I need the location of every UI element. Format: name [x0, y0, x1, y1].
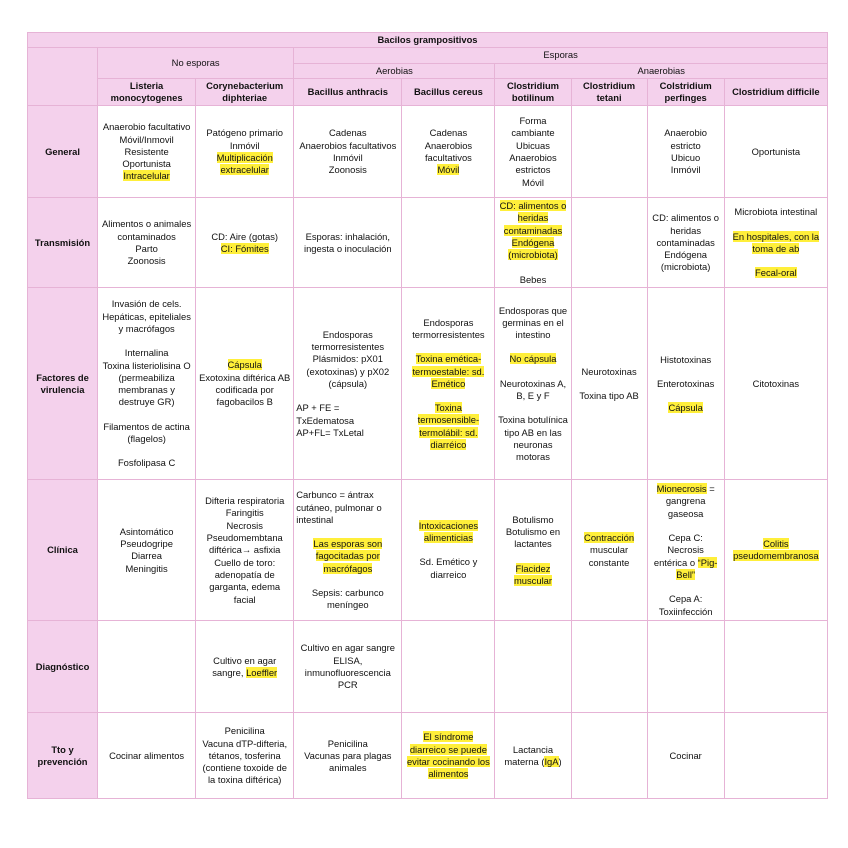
highlighted-text: Intoxicaciones alimenticias — [418, 519, 479, 544]
cell-line — [198, 243, 291, 255]
cell-line: Toxina botulínica tipo AB en las neuronas motoras — [498, 414, 568, 463]
cell-line: Anaerobio facultativo — [102, 121, 191, 133]
table-cell — [196, 198, 294, 288]
cell-line — [296, 538, 399, 575]
cell-line: Mionecrosis = gangrena gaseosa — [656, 483, 715, 519]
table-row — [28, 288, 828, 480]
group-no-esporas: No esporas — [98, 48, 294, 79]
table-cell — [98, 198, 196, 288]
table-cell — [294, 621, 402, 713]
bacilli-table — [27, 32, 828, 799]
table-cell — [402, 713, 495, 799]
highlighted-text: No cápsula — [509, 353, 557, 365]
row-header: Clínica — [28, 480, 98, 621]
cell-line — [727, 231, 825, 256]
cell-line: Diarrea — [131, 550, 162, 562]
highlighted-text: Fecal-oral — [755, 267, 797, 279]
cell-line: Penicilina — [224, 725, 265, 737]
cell-line: Anaerobios facultativos — [424, 139, 473, 163]
table-cell — [495, 713, 571, 799]
table-cell — [495, 106, 571, 198]
cell-line: Faringitis — [225, 507, 264, 519]
table-cell — [571, 480, 647, 621]
table-cell — [196, 288, 294, 480]
cell-line: Anaerobios estrictos — [509, 151, 557, 176]
cell-line — [404, 402, 492, 451]
cell-line — [404, 164, 492, 176]
cell-line: Sepsis: carbunco meníngeo — [311, 587, 384, 611]
cell-line: Vacunas para plagas animales — [304, 749, 392, 774]
table-cell — [98, 713, 196, 799]
highlighted-text: En hospitales, con la toma de ab — [732, 230, 820, 254]
cell-line — [404, 731, 492, 780]
cell-line: Zoonosis — [127, 255, 166, 267]
group-aerobias: Aerobias — [294, 63, 495, 78]
cell-line: Alimentos o animales contaminados — [102, 218, 192, 242]
cell-line: Parto — [135, 242, 158, 254]
cell-line: CD: Aire (gotas) — [211, 230, 279, 242]
table-cell — [196, 480, 294, 621]
table-cell — [495, 198, 571, 288]
table-title: Bacilos grampositivos — [28, 33, 828, 48]
cell-line: Cocinar alimentos — [109, 749, 185, 761]
cell-line — [727, 267, 825, 279]
group-anaerobias: Anaerobias — [495, 63, 828, 78]
cell-line: AP+FL= TxLetal — [296, 426, 364, 438]
table-cell — [647, 480, 724, 621]
cell-line: Exotoxina diftérica AB codificada por fagobacilos B — [199, 371, 291, 408]
highlighted-text: Intracelular — [123, 170, 170, 182]
highlighted-text: CI: Fómites — [220, 242, 269, 254]
cell-line: Oportunista — [122, 158, 171, 170]
cell-line: Ubicuas — [516, 139, 550, 151]
table-cell — [294, 198, 402, 288]
cell-line — [497, 563, 568, 588]
cell-line: muscular constante — [588, 544, 630, 568]
table-cell — [571, 198, 647, 288]
cell-line: PCR — [337, 679, 358, 691]
cell-line: Ubicuo — [671, 151, 701, 163]
cell-line: Histotoxinas — [660, 353, 712, 365]
cell-line: Oportunista — [751, 145, 801, 157]
cell-line: Enterotoxinas — [656, 377, 715, 389]
table-cell — [495, 480, 571, 621]
table-cell — [98, 480, 196, 621]
cell-line: Pseudomembtana diftérica→ asfixia — [206, 532, 283, 556]
cell-line: Endosporas que germinas en el intestino — [498, 304, 568, 341]
table-cell — [571, 106, 647, 198]
column-header: Clostridium tetani — [571, 78, 647, 106]
cell-line: Cultivo en agar sangre — [300, 642, 395, 654]
highlighted-text: Las esporas son fagocitadas por macrófagos — [313, 538, 383, 574]
row-header: Factores de virulencia — [28, 288, 98, 480]
row-header: Diagnóstico — [28, 621, 98, 713]
cell-line: Cadenas — [429, 127, 468, 139]
cell-line: Neurotoxinas A, B, E y F — [499, 377, 567, 401]
cell-line: Cocinar — [669, 749, 702, 761]
cell-line: Penicilina — [327, 737, 368, 749]
row-header: Tto y prevención — [28, 713, 98, 799]
cell-line: AP + FE = TxEdematosa — [296, 402, 355, 426]
cell-line: Carbunco = ántrax cutáneo, pulmonar o intestinal — [296, 489, 382, 525]
cell-line: Endosporas termorresistentes — [412, 316, 485, 340]
cell-line: Internalina — [124, 347, 169, 359]
cell-line — [497, 353, 568, 365]
cell-line — [404, 353, 492, 390]
cell-line: Resistente — [124, 145, 169, 157]
highlighted-text: Mionecrosis — [656, 483, 707, 495]
highlighted-text: Multiplicación extracelular — [216, 151, 273, 176]
cell-line: Cepa C: Necrosis entérica o “Pig-Bell” — [653, 532, 718, 580]
cell-line: Cadenas — [329, 127, 367, 139]
cell-line: Móvil/Inmovil — [119, 133, 174, 145]
highlighted-text: Colitis pseudomembranosa — [733, 538, 819, 562]
cell-line: Inmóvil — [670, 164, 701, 176]
table-cell — [196, 621, 294, 713]
cell-line: Anaerobio estricto — [664, 127, 708, 151]
cell-line: Móvil — [522, 176, 544, 188]
table-cell — [98, 288, 196, 480]
table-cell — [495, 288, 571, 480]
highlighted-text: Cápsula — [668, 402, 703, 414]
highlighted-text: Endógena (microbiota) — [508, 236, 558, 261]
table-cell — [647, 198, 724, 288]
cell-line: CD: alimentos o heridas contaminadas — [652, 212, 719, 248]
table-cell — [495, 621, 571, 713]
table-cell — [294, 480, 402, 621]
highlighted-text: IgA — [544, 755, 559, 767]
cell-line — [727, 538, 825, 563]
table-cell — [647, 621, 724, 713]
cell-line: Invasión de cels. Hepáticas, epiteliales y macrófagos — [102, 298, 191, 334]
table-cell — [647, 106, 724, 198]
cell-line: Patógeno primario — [206, 127, 283, 139]
cell-line: Esporas: inhalación, ingesta o inoculación — [304, 230, 392, 254]
cell-line: Endosporas termorresistentes — [311, 328, 385, 353]
cell-line: Fosfolipasa C — [117, 457, 176, 469]
cell-line: Neurotoxinas — [581, 365, 637, 377]
table-cell — [724, 480, 827, 621]
table-cell — [294, 106, 402, 198]
cell-line — [650, 402, 722, 414]
cell-line: Pseudogripe — [120, 538, 173, 550]
group-esporas: Esporas — [294, 48, 828, 63]
highlighted-text: Toxina termosensible-termolábil: sd. diarréico — [417, 402, 480, 451]
cell-line: Necrosis — [226, 519, 263, 531]
cell-line: Cultivo en agar sangre, Loeffler — [212, 654, 278, 678]
table-cell — [98, 621, 196, 713]
table-cell — [294, 713, 402, 799]
cell-line — [100, 170, 193, 182]
cell-line: Filamentos de actina (flagelos) — [103, 420, 190, 445]
table-cell — [724, 621, 827, 713]
cell-line: Sd. Emético y diarreico — [419, 556, 478, 580]
table-cell — [98, 106, 196, 198]
cell-line: Forma cambiante — [511, 115, 555, 139]
cell-line: Asintomático — [119, 525, 174, 537]
table-cell — [647, 713, 724, 799]
highlighted-text: El síndrome diarreico se puede evitar cocinando los alimentos — [406, 731, 490, 780]
cell-line: Anaerobios facultativos — [299, 139, 397, 151]
table-cell — [647, 288, 724, 480]
table-cell — [196, 106, 294, 198]
column-header: Clostridium difficile — [724, 78, 827, 106]
row-header: General — [28, 106, 98, 198]
highlighted-text: CD: alimentos o heridas contaminadas — [499, 200, 567, 236]
table-row — [28, 106, 828, 198]
table-cell — [724, 713, 827, 799]
table-cell — [571, 713, 647, 799]
row-header: Transmisión — [28, 198, 98, 288]
table-cell — [196, 713, 294, 799]
table-row — [28, 480, 828, 621]
table-cell — [724, 198, 827, 288]
column-header: Listeria monocytogenes — [98, 78, 196, 106]
cell-line: Vacuna dTP-difteria, tétanos, tosferina (contiene toxoide de la toxina diftérica) — [202, 737, 288, 786]
highlighted-text: “Pig-Bell” — [676, 556, 718, 580]
cell-line — [497, 200, 568, 237]
cell-line: Toxina listeriolisina O (permeabiliza membranas y destruye GR) — [102, 359, 191, 408]
table-row — [28, 621, 828, 713]
highlighted-text: Contracción — [584, 532, 635, 544]
table-row — [28, 198, 828, 288]
cell-line: Meningitis — [125, 562, 168, 574]
column-header: Corynebacterium diphteriae — [196, 78, 294, 106]
highlighted-text: Loeffler — [246, 666, 278, 678]
cell-line: Zoonosis — [328, 164, 367, 176]
cell-line: ELISA, inmunofluorescencia — [304, 654, 391, 678]
cell-line: Cepa A: Toxiinfección — [658, 593, 713, 617]
cell-line: Bebes — [519, 273, 547, 285]
column-header: Colstridium perfinges — [647, 78, 724, 106]
column-header: Clostridium botilinum — [495, 78, 571, 106]
table-cell — [402, 198, 495, 288]
table-cell — [402, 621, 495, 713]
column-header: Bacillus cereus — [402, 78, 495, 106]
cell-line — [198, 359, 291, 371]
cell-line: Toxina tipo AB — [579, 389, 639, 401]
table-cell — [402, 288, 495, 480]
highlighted-text: Móvil — [437, 164, 460, 176]
cell-line: Endógena (microbiota) — [660, 249, 711, 273]
corner-cell — [28, 48, 98, 106]
cell-line: Citotoxinas — [752, 377, 800, 389]
cell-line: Microbiota intestinal — [734, 206, 818, 218]
table-cell — [724, 288, 827, 480]
cell-line: Difteria respiratoria — [205, 495, 285, 507]
cell-line: Cuello de toro: adenopatía de garganta, edema facial — [209, 556, 281, 605]
cell-line — [198, 152, 291, 177]
highlighted-text: Flacidez muscular — [513, 562, 552, 586]
cell-line: Plásmidos: pX01 (exotoxinas) y pX02 (cápsula) — [306, 353, 390, 389]
table-cell — [402, 480, 495, 621]
cell-line — [574, 532, 645, 544]
cell-line: Botulismo — [512, 513, 554, 525]
table-cell — [724, 106, 827, 198]
cell-line: Botulismo en lactantes — [505, 526, 561, 550]
cell-line: Inmóvil — [332, 151, 363, 163]
highlighted-text: Cápsula — [227, 359, 262, 371]
table-cell — [402, 106, 495, 198]
cell-line: Lactancia materna (IgA) — [504, 743, 562, 767]
table-cell — [571, 621, 647, 713]
table-row — [28, 713, 828, 799]
table-cell — [294, 288, 402, 480]
column-header: Bacillus anthracis — [294, 78, 402, 106]
cell-line — [497, 237, 568, 262]
highlighted-text: Toxina emética-termoestable: sd. Emético — [412, 353, 485, 389]
cell-line — [404, 520, 492, 545]
cell-line: Inmóvil — [229, 139, 260, 151]
table-cell — [571, 288, 647, 480]
